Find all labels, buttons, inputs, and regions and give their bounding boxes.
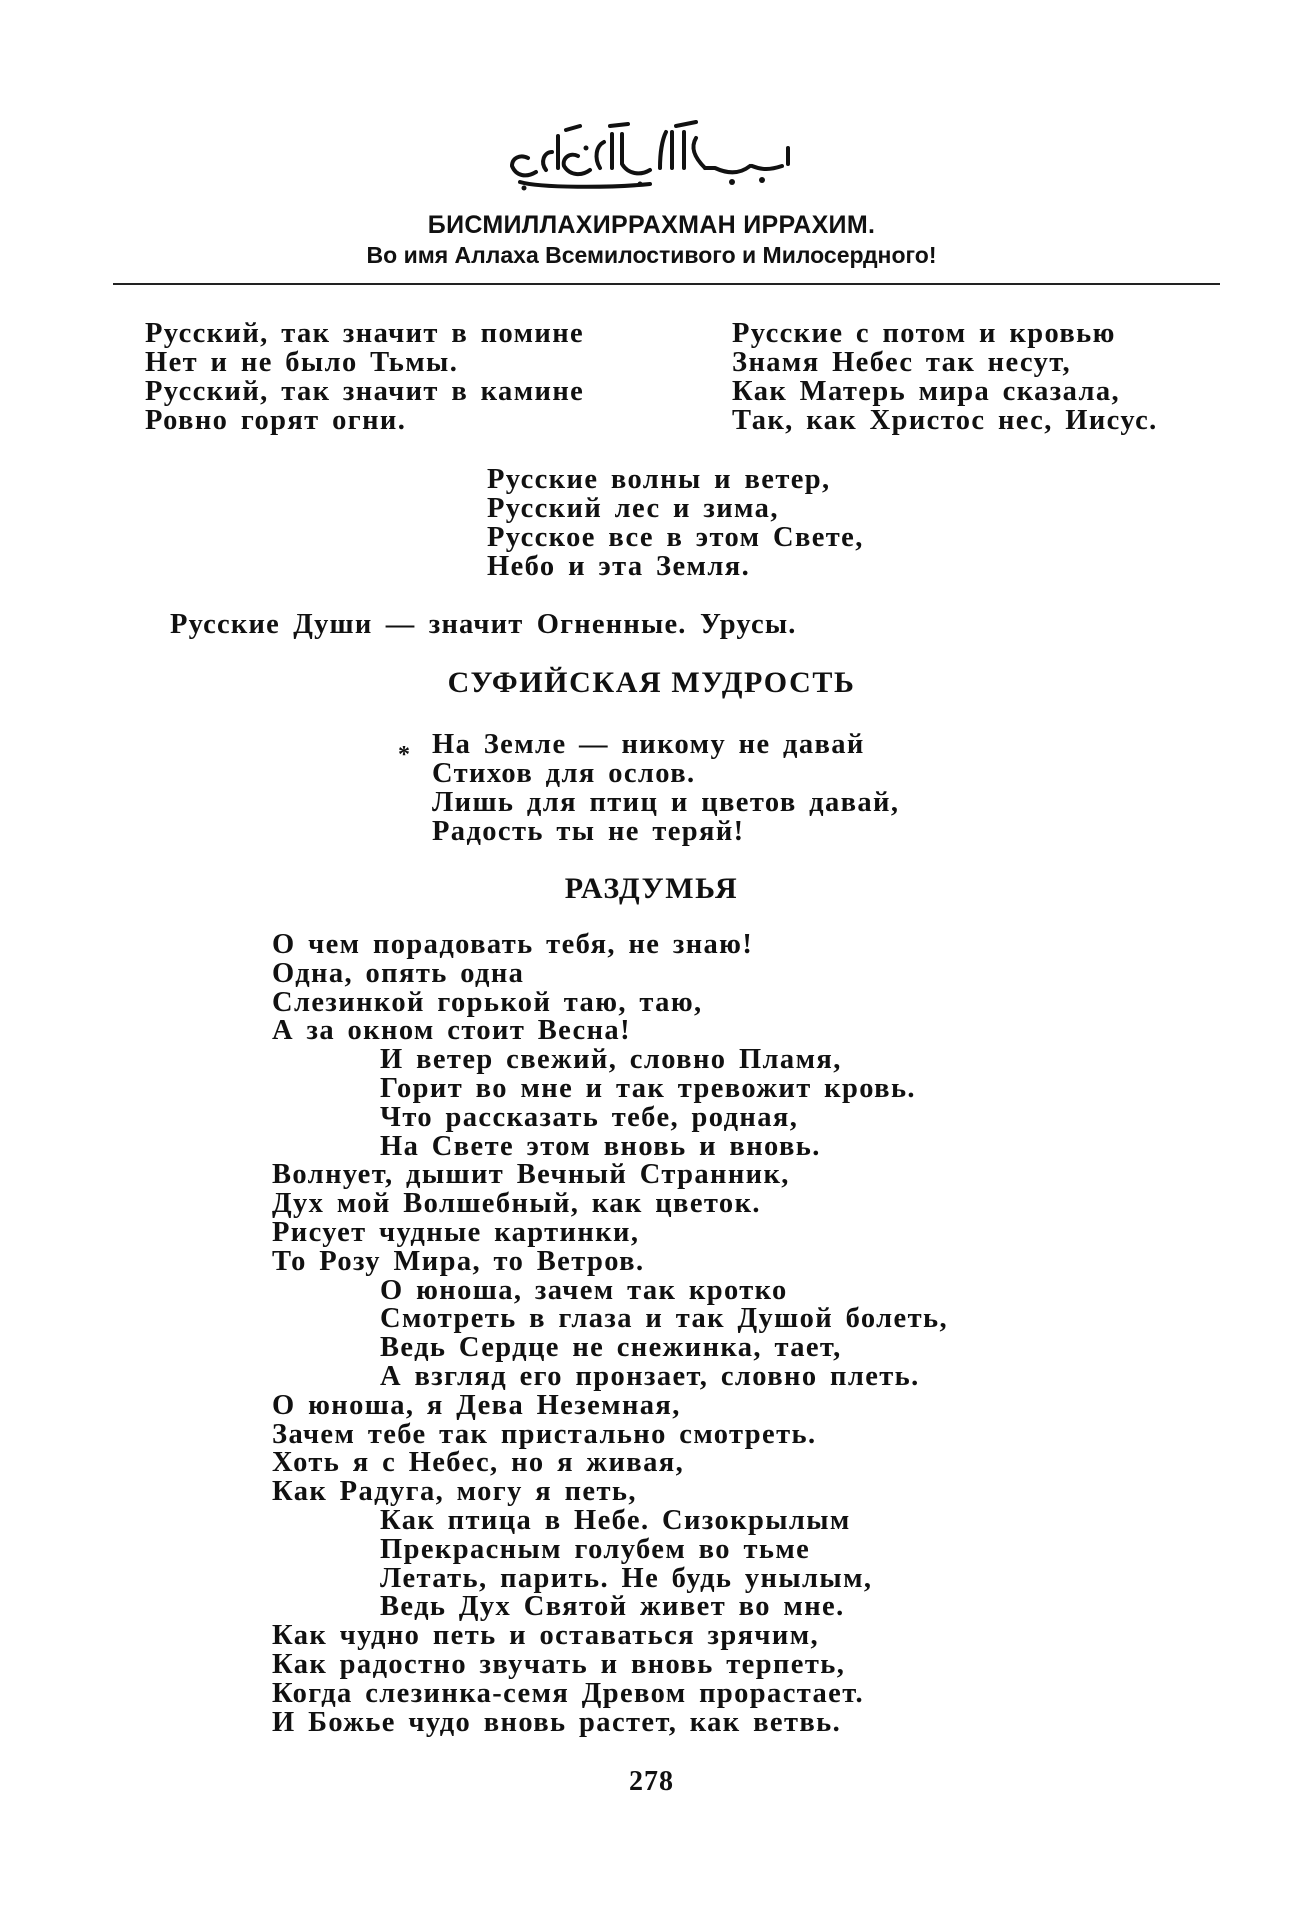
header-divider [113,283,1220,285]
poem-line: Как Радуга, могу я петь, [272,1476,637,1508]
poem-line: Знамя Небес так несут, [732,347,1072,378]
closing-line: Русские Души — значит Огненные. Урусы. [170,609,797,640]
poem-line: Как птица в Небе. Сизокрылым [380,1504,851,1536]
poem-line: Русское все в этом Свете, [487,522,864,553]
poem-line: Рисует чудные картинки, [272,1216,640,1248]
basmala-calligraphy [500,118,800,198]
poem-line: Лишь для птиц и цветов давай, [432,787,900,818]
footnote-asterisk: * [398,742,410,768]
section-heading-razdumya: РАЗДУМЬЯ [564,872,739,905]
poem-line: Так, как Христос нес, Иисус. [732,405,1158,436]
poem-line: Русский, так значит в камине [145,376,585,407]
poem-line: Дух мой Волшебный, как цветок. [272,1188,761,1220]
poem-line: Волнует, дышит Вечный Странник, [272,1159,790,1191]
poem-line: Русский лес и зима, [487,493,779,524]
poem-line: А за окном стоит Весна! [272,1015,631,1047]
stanza-center [487,465,864,581]
poem-line: Русские волны и ветер, [487,464,831,495]
poem-line: Зачем тебе так пристально смотреть. [272,1418,817,1450]
poem-line: Прекрасным голубем во тьме [380,1533,811,1565]
poem-line: Слезинкой горькой таю, таю, [272,986,703,1018]
poem-line: Нет и не было Тьмы. [145,347,459,378]
poem-line: О чем порадовать тебя, не знаю! [272,929,754,960]
stanza-sufi [432,730,899,846]
page-number: 278 [629,1766,674,1797]
poem-line: Одна, опять одна [272,957,525,989]
poem-line: Когда слезинка-семя Древом прорастает. [272,1677,864,1709]
poem-line: Как чудно петь и оставаться зрячим, [272,1620,820,1652]
poem-line: Как Матерь мира сказала, [732,376,1121,407]
poem-line: Горит во мне и так тревожит кровь. [380,1072,916,1104]
poem-line: На Свете этом вновь и вновь. [380,1130,821,1162]
poem-line: Ведь Сердце не снежинка, тает, [380,1332,842,1364]
header-subtitle: Во имя Аллаха Всемилостивого и Милосердного! [366,242,937,268]
poem-line: Хоть я с Небес, но я живая, [272,1447,685,1479]
poem-line: Русский, так значит в помине [145,318,585,349]
poem-line: Что рассказать тебе, родная, [380,1101,799,1133]
poem-line: Русские с потом и кровью [732,318,1116,349]
section-heading-sufi: СУФИЙСКАЯ МУДРОСТЬ [447,666,856,699]
poem-line: О юноша, зачем так кротко [380,1274,788,1306]
poem-line: О юноша, я Дева Неземная, [272,1389,681,1421]
poem-line: Стихов для ослов. [432,758,696,789]
poem-line: Как радостно звучать и вновь терпеть, [272,1648,846,1680]
basmala-calligraphy-image [500,118,800,198]
poem-line: Ровно горят огни. [145,405,407,436]
poem-line: И ветер свежий, словно Пламя, [380,1044,842,1076]
header-title: БИСМИЛЛАХИРРАХМАН ИРРАХИМ. [427,211,876,239]
stanza-razdumya [272,931,948,1737]
poem-line: Радость ты не теряй! [432,816,745,847]
poem-line: Смотреть в глаза и так Душой болеть, [380,1303,949,1335]
poem-line: Ведь Дух Святой живет во мне. [380,1591,845,1623]
poem-line: То Розу Мира, то Ветров. [272,1245,645,1277]
stanza-right [732,319,1158,435]
poem-line: И Божье чудо вновь растет, как ветвь. [272,1706,842,1738]
poem-line: Небо и эта Земля. [487,551,751,582]
poem-line: Летать, парить. Не будь унылым, [380,1562,873,1594]
stanza-left [145,319,584,435]
poem-line: А взгляд его пронзает, словно плеть. [380,1360,920,1392]
poem-line: На Земле — никому не давай [432,729,865,760]
